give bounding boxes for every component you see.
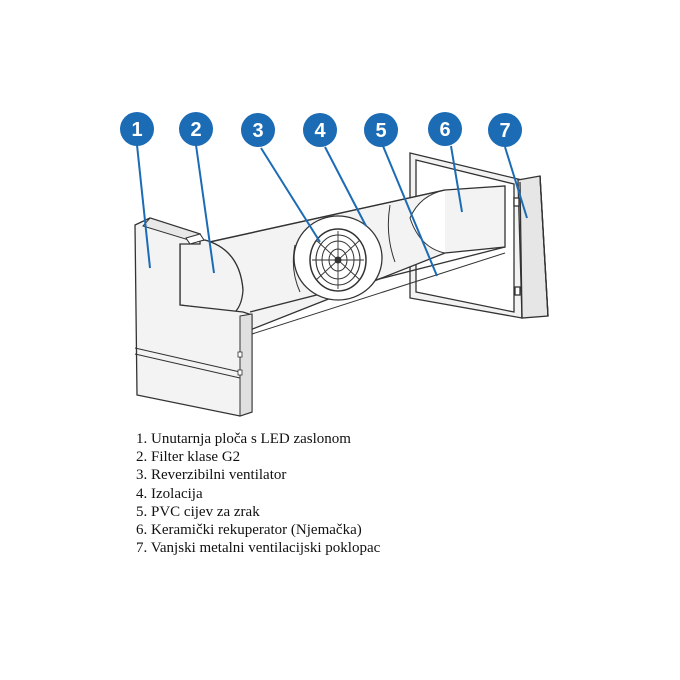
badge-3 <box>241 113 275 147</box>
badge-6 <box>428 112 462 146</box>
legend-number: 3. <box>136 467 148 484</box>
parts-legend <box>136 430 380 557</box>
legend-number: 7. <box>136 540 148 557</box>
legend-number: 1. <box>136 431 148 447</box>
legend-number: 5. <box>136 503 148 520</box>
legend-text: Filter klase G2 <box>151 449 241 466</box>
legend-number: 2. <box>136 449 148 466</box>
legend-text: Vanjski metalni ventilacijski poklopac <box>150 540 381 557</box>
legend-item-6 <box>136 521 380 539</box>
reversible-fan <box>294 216 382 300</box>
badges <box>120 112 522 147</box>
legend-item-5 <box>136 503 380 521</box>
badge-4 <box>303 113 337 147</box>
svg-text:6: 6 <box>439 119 451 141</box>
legend-number: 6. <box>136 522 148 539</box>
legend-item-4 <box>136 485 380 503</box>
svg-text:4: 4 <box>314 120 326 142</box>
legend-item-2 <box>136 448 380 466</box>
legend-text: PVC cijev za zrak <box>151 503 260 520</box>
badge-7 <box>488 113 522 147</box>
legend-item-3 <box>136 466 380 484</box>
legend-text: Unutarnja ploča s LED zaslonom <box>151 431 351 447</box>
legend-text: Keramički rekuperator (Njemačka) <box>151 522 362 539</box>
badge-2 <box>179 112 213 146</box>
badge-5 <box>364 113 398 147</box>
legend-item-1 <box>136 430 380 448</box>
svg-text:5: 5 <box>375 120 387 142</box>
legend-text: Reverzibilni ventilator <box>151 467 287 484</box>
legend-item-7 <box>136 539 380 557</box>
svg-text:3: 3 <box>252 120 264 142</box>
legend-number: 4. <box>136 485 148 502</box>
svg-text:1: 1 <box>131 119 143 141</box>
svg-text:7: 7 <box>499 120 511 142</box>
svg-text:2: 2 <box>190 119 202 141</box>
legend-text: Izolacija <box>151 485 203 502</box>
badge-1 <box>120 112 154 146</box>
